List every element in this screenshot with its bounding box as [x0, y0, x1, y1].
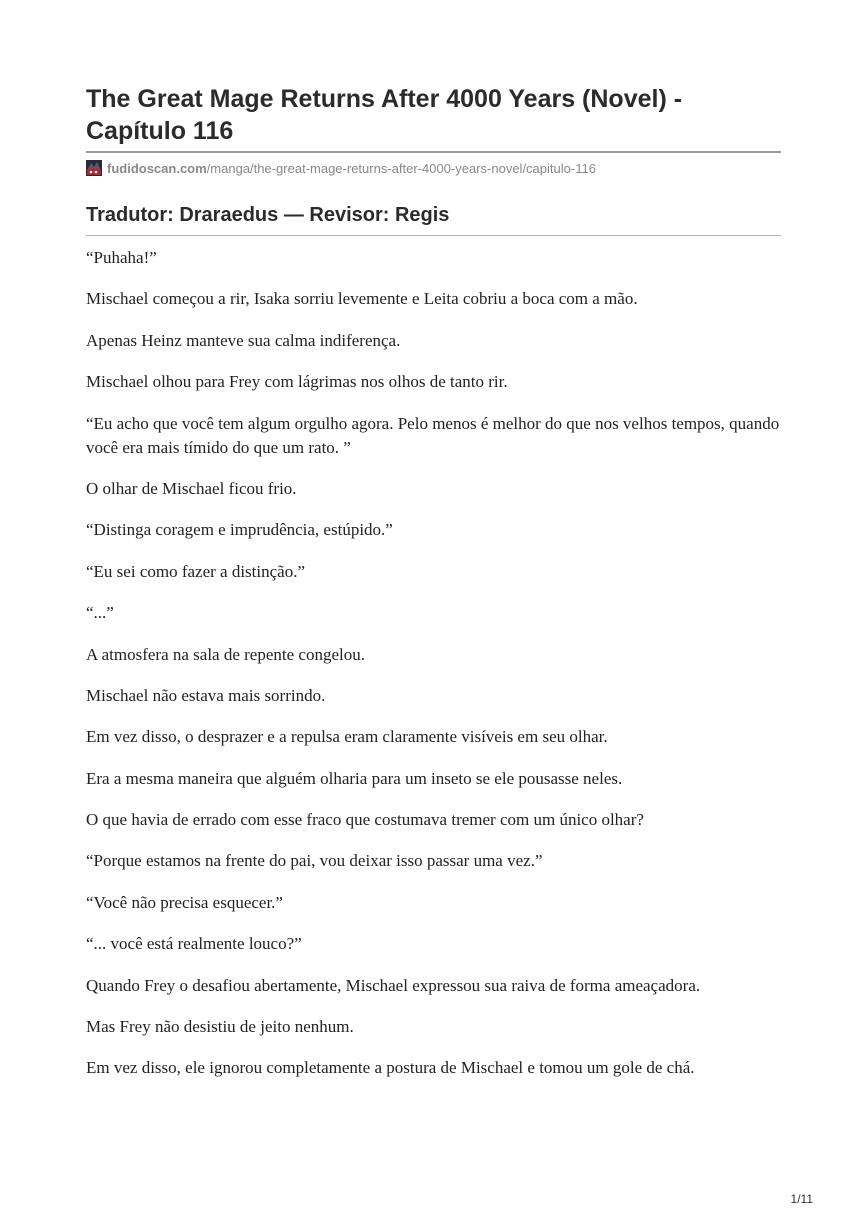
paragraph: “... você está realmente louco?” — [86, 934, 302, 954]
source-path[interactable]: /manga/the-great-mage-returns-after-4000-years-novel/capitulo-116 — [206, 160, 596, 176]
chapter-body — [86, 246, 781, 1098]
source-domain[interactable]: fudidoscan.com — [107, 160, 207, 176]
paragraph: Mischael começou a rir, Isaka sorriu levemente e Leita cobriu a boca com a mão. — [86, 289, 638, 309]
paragraph: O olhar de Mischael ficou frio. — [86, 478, 297, 498]
site-favicon-icon — [86, 160, 102, 176]
paragraph: “...” — [86, 603, 114, 623]
paragraph: “Eu sei como fazer a distinção.” — [86, 561, 306, 581]
credits-heading: Tradutor: Draraedus — Revisor: Regis — [86, 204, 450, 226]
paragraph: Mischael não estava mais sorrindo. — [86, 685, 326, 705]
paragraph: “Porque estamos na frente do pai, vou deixar isso passar uma vez.” — [86, 851, 543, 871]
paragraph: “Você não precisa esquecer.” — [86, 892, 283, 912]
page-number: 1/11 — [790, 1192, 813, 1206]
paragraph: Em vez disso, o desprazer e a repulsa eram claramente visíveis em seu olhar. — [86, 727, 608, 747]
title-divider — [86, 151, 781, 153]
source-url[interactable] — [86, 159, 596, 177]
paragraph: Quando Frey o desafiou abertamente, Mischael expressou sua raiva de forma ameaçadora. — [86, 975, 701, 995]
paragraph: “Puhaha!” — [86, 248, 157, 267]
paragraph: O que havia de errado com esse fraco que costumava tremer com um único olhar? — [86, 810, 644, 830]
paragraph: Era a mesma maneira que alguém olharia para um inseto se ele pousasse neles. — [86, 768, 623, 788]
paragraph: Mischael olhou para Frey com lágrimas nos olhos de tanto rir. — [86, 372, 508, 392]
page-title: The Great Mage Returns After 4000 Years (Novel) - Capítulo 116 — [86, 85, 683, 145]
paragraph: “Distinga coragem e imprudência, estúpido.” — [86, 520, 393, 540]
paragraph: Apenas Heinz manteve sua calma indiferença. — [86, 330, 401, 350]
paragraph: Mas Frey não desistiu de jeito nenhum. — [86, 1017, 354, 1037]
paragraph: A atmosfera na sala de repente congelou. — [86, 644, 365, 664]
paragraph: Em vez disso, ele ignorou completamente a postura de Mischael e tomou um gole de chá. — [86, 1058, 695, 1078]
paragraph: “Eu acho que você tem algum orgulho agora. Pelo menos é melhor do que nos velhos tempos, quando você era mais tímido do que um rato. ” — [86, 413, 780, 457]
credits-divider — [86, 235, 781, 236]
